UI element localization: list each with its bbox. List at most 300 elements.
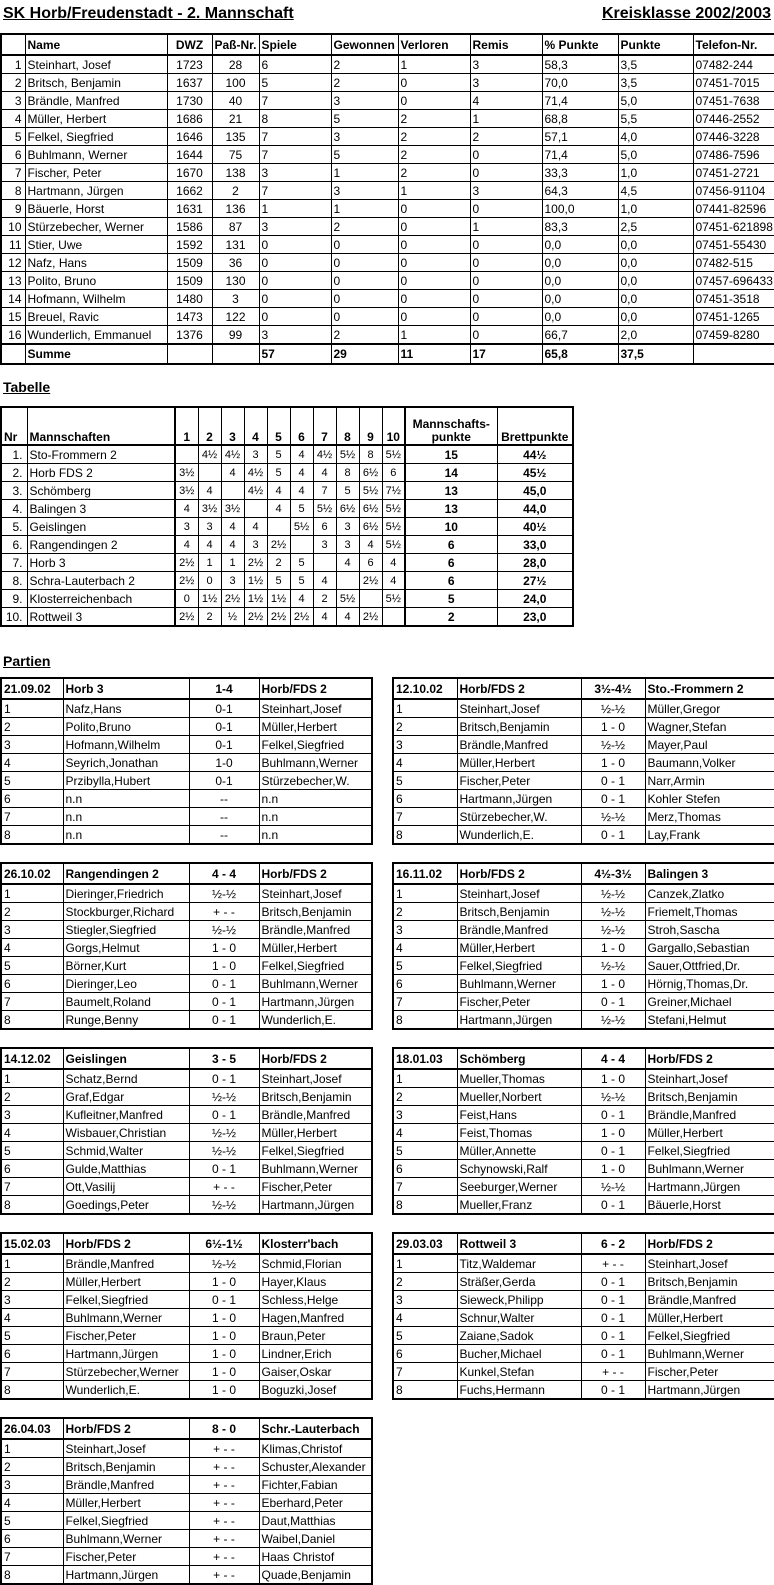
standings-team: Geislingen — [27, 518, 175, 536]
board-number: 1 — [1, 1439, 63, 1458]
player-cell: 5 — [331, 146, 398, 164]
standings-result: 4 — [267, 482, 290, 500]
player-cell: Hartmann, Jürgen — [25, 182, 167, 200]
standings-result: 4 — [221, 518, 244, 536]
standings-mannschaftspunkte: 5 — [405, 590, 497, 608]
away-player: Braun,Peter — [259, 1327, 372, 1345]
standings-row — [1, 518, 573, 536]
standings-round-header: 2 — [198, 407, 221, 445]
standings-result — [382, 608, 405, 627]
player-cell: 07486-7596 — [693, 146, 774, 164]
board-row — [1, 1439, 372, 1458]
standings-mannschaftspunkte: 13 — [405, 482, 497, 500]
player-cell: 7 — [1, 164, 25, 182]
board-number: 4 — [393, 939, 457, 957]
player-cell: 1 — [259, 200, 331, 218]
player-cell: 0 — [259, 272, 331, 290]
player-cell: 57,1 — [542, 128, 618, 146]
home-player: Schnur,Walter — [457, 1309, 581, 1327]
board-number: 6 — [1, 975, 63, 993]
board-row — [393, 736, 774, 754]
away-player: Waibel,Daniel — [259, 1530, 372, 1548]
standings-team: Sto-Frommern 2 — [27, 445, 175, 464]
player-cell: 0 — [259, 236, 331, 254]
board-row — [393, 1178, 774, 1196]
player-cell: 07451-3518 — [693, 290, 774, 308]
board-row — [1, 1088, 372, 1106]
standings-round-header: 8 — [336, 407, 359, 445]
players-summe-row — [1, 344, 774, 364]
away-player: Mayer,Paul — [645, 736, 774, 754]
players-col-header: % Punkte — [542, 34, 618, 55]
player-cell: Wunderlich, Emmanuel — [25, 326, 167, 345]
board-number: 1 — [393, 884, 457, 903]
home-player: Hartmann,Jürgen — [63, 1566, 189, 1585]
players-col-header: Telefon-Nr. — [693, 34, 774, 55]
player-cell: 0 — [398, 272, 470, 290]
home-player: Britsch,Benjamin — [63, 1458, 189, 1476]
away-player: Müller,Herbert — [259, 718, 372, 736]
home-player: Brändle,Manfred — [457, 921, 581, 939]
match-date: 26.04.03 — [1, 1418, 63, 1439]
board-result: 0 - 1 — [581, 1273, 645, 1291]
home-player: Mueller,Franz — [457, 1196, 581, 1215]
partien-row — [0, 1417, 774, 1585]
match-header-row — [393, 678, 774, 699]
standings-result: 4½ — [244, 482, 267, 500]
standings-team: Horb 3 — [27, 554, 175, 572]
away-player: Brändle,Manfred — [259, 1106, 372, 1124]
player-cell: 1480 — [167, 290, 212, 308]
away-player: Felkel,Siegfried — [259, 736, 372, 754]
match-table — [0, 677, 373, 845]
player-cell: 100,0 — [542, 200, 618, 218]
board-result: 1 - 0 — [189, 1363, 259, 1381]
standings-nr: 2. — [1, 464, 27, 482]
player-cell: 2 — [398, 110, 470, 128]
player-cell: Felkel, Siegfried — [25, 128, 167, 146]
standings-result: 5½ — [336, 590, 359, 608]
match-header-row — [1, 863, 372, 884]
standings-result: 3½ — [221, 500, 244, 518]
standings-mannschaftspunkte: 14 — [405, 464, 497, 482]
standings-result: 4 — [175, 500, 198, 518]
home-player: Kufleitner,Manfred — [63, 1106, 189, 1124]
board-number: 1 — [1, 1069, 63, 1088]
match-table — [392, 862, 774, 1030]
board-row — [1, 1178, 372, 1196]
standings-result: 3 — [175, 518, 198, 536]
standings-result: 5 — [336, 482, 359, 500]
board-row — [1, 1196, 372, 1215]
summe-cell: 65,8 — [542, 344, 618, 364]
home-player: Hofmann,Wilhelm — [63, 736, 189, 754]
match-score: 6½-1½ — [189, 1233, 259, 1254]
partien-row — [0, 1047, 774, 1215]
board-number: 1 — [393, 1254, 457, 1273]
player-cell: 2,0 — [618, 326, 693, 345]
home-player: Fischer,Peter — [63, 1548, 189, 1566]
board-result: 1 - 0 — [581, 718, 645, 736]
board-number: 3 — [393, 736, 457, 754]
player-cell: 0 — [470, 164, 542, 182]
player-cell: 1 — [398, 182, 470, 200]
board-result: ½-½ — [189, 1124, 259, 1142]
board-row — [1, 1566, 372, 1585]
board-number: 4 — [1, 1124, 63, 1142]
standings-result: 4 — [221, 464, 244, 482]
board-result: + - - — [189, 1530, 259, 1548]
home-player: Steinhart,Josef — [457, 884, 581, 903]
match-home-team: Horb/FDS 2 — [63, 1418, 189, 1439]
board-row — [1, 1327, 372, 1345]
away-player: Schmid,Florian — [259, 1254, 372, 1273]
match-table — [0, 862, 373, 1030]
standings-brettpunkte: 27½ — [497, 572, 573, 590]
board-result: 0 - 1 — [581, 1291, 645, 1309]
board-row — [393, 699, 774, 718]
player-cell: 1509 — [167, 272, 212, 290]
player-cell: 0 — [259, 308, 331, 326]
board-row — [393, 939, 774, 957]
board-number: 8 — [393, 1011, 457, 1030]
board-row — [1, 1345, 372, 1363]
player-cell: 1 — [398, 326, 470, 345]
board-number: 5 — [393, 772, 457, 790]
standings-result: 5½ — [382, 518, 405, 536]
match-away-team: Balingen 3 — [645, 863, 774, 884]
away-player: Fichter,Fabian — [259, 1476, 372, 1494]
board-row — [1, 1494, 372, 1512]
board-result: 0 - 1 — [581, 1345, 645, 1363]
player-cell: 100 — [212, 74, 259, 92]
board-row — [393, 772, 774, 790]
standings-result: 7 — [313, 482, 336, 500]
match-table — [0, 1047, 373, 1215]
home-player: Felkel,Siegfried — [63, 1512, 189, 1530]
standings-brettpunkte: 45,0 — [497, 482, 573, 500]
player-cell: 07451-621898 — [693, 218, 774, 236]
standings-result: 4 — [267, 500, 290, 518]
away-player: Hartmann,Jürgen — [645, 1381, 774, 1400]
player-row — [1, 164, 774, 182]
board-result: 0 - 1 — [581, 1381, 645, 1400]
standings-result: 5 — [290, 554, 313, 572]
player-row — [1, 128, 774, 146]
match-date: 29.03.03 — [393, 1233, 457, 1254]
board-row — [1, 1381, 372, 1400]
away-player: Narr,Armin — [645, 772, 774, 790]
board-result: + - - — [189, 1512, 259, 1530]
standings-nr: 10. — [1, 608, 27, 627]
standings-result: 4 — [382, 554, 405, 572]
player-cell: 3 — [212, 290, 259, 308]
standings-result — [336, 572, 359, 590]
board-row — [393, 884, 774, 903]
board-result: 0 - 1 — [581, 1142, 645, 1160]
match-away-team: Horb/FDS 2 — [645, 1233, 774, 1254]
match-header-row — [1, 1233, 372, 1254]
board-row — [393, 903, 774, 921]
board-result: 0-1 — [189, 772, 259, 790]
home-player: Müller,Annette — [457, 1142, 581, 1160]
player-cell: 2 — [470, 128, 542, 146]
board-result: 1 - 0 — [581, 1124, 645, 1142]
away-player: Buhlmann,Werner — [259, 754, 372, 772]
home-player: Stiegler,Siegfried — [63, 921, 189, 939]
player-cell: 0,0 — [618, 290, 693, 308]
board-result: ½-½ — [189, 1088, 259, 1106]
player-row — [1, 272, 774, 290]
board-result: 0 - 1 — [581, 1309, 645, 1327]
tabelle-heading: Tabelle — [3, 379, 51, 395]
standings-result: 3 — [313, 536, 336, 554]
player-cell: 28 — [212, 55, 259, 74]
player-cell: 07451-7015 — [693, 74, 774, 92]
away-player: Canzek,Zlatko — [645, 884, 774, 903]
standings-result: 5½ — [313, 500, 336, 518]
player-row — [1, 182, 774, 200]
standings-result: 4 — [290, 445, 313, 464]
standings-result: 3 — [221, 572, 244, 590]
home-player: Müller,Herbert — [63, 1273, 189, 1291]
player-cell: 2 — [331, 74, 398, 92]
away-player: Felkel,Siegfried — [259, 1142, 372, 1160]
player-cell: 1644 — [167, 146, 212, 164]
board-row — [393, 1327, 774, 1345]
summe-cell: 11 — [398, 344, 470, 364]
board-number: 2 — [393, 718, 457, 736]
standings-round-header: 7 — [313, 407, 336, 445]
standings-result: 4 — [290, 464, 313, 482]
board-row — [1, 772, 372, 790]
standings-team: Schra-Lauterbach 2 — [27, 572, 175, 590]
standings-result: 0 — [198, 572, 221, 590]
board-row — [1, 1124, 372, 1142]
player-cell: 2,5 — [618, 218, 693, 236]
standings-round-header: 1 — [175, 407, 198, 445]
board-result: 1 - 0 — [189, 1381, 259, 1400]
board-number: 7 — [393, 1178, 457, 1196]
away-player: Wagner,Stefan — [645, 718, 774, 736]
player-cell: 07446-2552 — [693, 110, 774, 128]
away-player: Müller,Gregor — [645, 699, 774, 718]
standings-result: 5 — [267, 572, 290, 590]
away-player: Fischer,Peter — [259, 1178, 372, 1196]
board-row — [1, 975, 372, 993]
summe-cell — [167, 344, 212, 364]
board-number: 1 — [393, 699, 457, 718]
standings-table-body — [1, 445, 573, 626]
away-player: n.n — [259, 790, 372, 808]
standings-result: 5½ — [382, 445, 405, 464]
away-player: Steinhart,Josef — [259, 1069, 372, 1088]
player-row — [1, 326, 774, 345]
standings-result: 6 — [382, 464, 405, 482]
standings-nr: 9. — [1, 590, 27, 608]
home-player: Brändle,Manfred — [63, 1254, 189, 1273]
standings-mannschaftspunkte: 6 — [405, 536, 497, 554]
partien-row — [0, 862, 774, 1030]
away-player: Müller,Herbert — [645, 1309, 774, 1327]
board-result: 0-1 — [189, 699, 259, 718]
player-cell: 4 — [470, 92, 542, 110]
board-number: 4 — [393, 754, 457, 772]
match-table — [392, 1047, 774, 1215]
board-row — [393, 1160, 774, 1178]
away-player: Stefani,Helmut — [645, 1011, 774, 1030]
player-row — [1, 218, 774, 236]
page-title: SK Horb/Freudenstadt - 2. Mannschaft — [3, 5, 294, 22]
board-number: 5 — [393, 1327, 457, 1345]
match-home-team: Horb/FDS 2 — [63, 1233, 189, 1254]
summe-cell: Summe — [25, 344, 167, 364]
home-player: Hartmann,Jürgen — [63, 1345, 189, 1363]
players-table — [0, 33, 774, 365]
standings-row — [1, 464, 573, 482]
player-cell: 99 — [212, 326, 259, 345]
player-cell: 0 — [331, 236, 398, 254]
standings-result: 4 — [290, 590, 313, 608]
away-player: Müller,Herbert — [645, 1124, 774, 1142]
player-cell: Polito, Bruno — [25, 272, 167, 290]
board-number: 3 — [1, 1106, 63, 1124]
player-cell: 131 — [212, 236, 259, 254]
player-cell: 8 — [259, 110, 331, 128]
board-result: 0 - 1 — [189, 1011, 259, 1030]
standings-result — [290, 536, 313, 554]
player-cell: 0,0 — [618, 236, 693, 254]
home-player: Schynowski,Ralf — [457, 1160, 581, 1178]
player-row — [1, 92, 774, 110]
board-result: + - - — [189, 1476, 259, 1494]
board-result: ½-½ — [189, 1142, 259, 1160]
player-cell: 1730 — [167, 92, 212, 110]
player-cell: Breuel, Ravic — [25, 308, 167, 326]
match-table — [392, 677, 774, 845]
home-player: Müller,Herbert — [457, 939, 581, 957]
match-score: 4½-3½ — [581, 863, 645, 884]
away-player: Boguzki,Josef — [259, 1381, 372, 1400]
board-result: ½-½ — [189, 1196, 259, 1215]
player-cell: 5 — [1, 128, 25, 146]
player-cell: 2 — [212, 182, 259, 200]
board-number: 3 — [393, 1106, 457, 1124]
board-row — [393, 790, 774, 808]
match-away-team: Horb/FDS 2 — [259, 1048, 372, 1069]
board-result: + - - — [189, 1494, 259, 1512]
player-cell: 07456-91104 — [693, 182, 774, 200]
standings-result: 4 — [336, 608, 359, 627]
board-row — [1, 808, 372, 826]
board-row — [393, 1142, 774, 1160]
board-row — [1, 790, 372, 808]
player-cell: 2 — [331, 218, 398, 236]
player-cell: Fischer, Peter — [25, 164, 167, 182]
board-result: ½-½ — [581, 921, 645, 939]
player-cell: 4,5 — [618, 182, 693, 200]
board-row — [1, 736, 372, 754]
board-result: ½-½ — [581, 1178, 645, 1196]
away-player: Hagen,Manfred — [259, 1309, 372, 1327]
match-score: 6 - 2 — [581, 1233, 645, 1254]
board-row — [393, 1196, 774, 1215]
away-player: Buhlmann,Werner — [645, 1345, 774, 1363]
standings-table — [0, 406, 574, 627]
player-cell: 6 — [1, 146, 25, 164]
player-cell: 0 — [398, 200, 470, 218]
standings-result — [175, 445, 198, 464]
player-cell: 21 — [212, 110, 259, 128]
board-number: 8 — [1, 1381, 63, 1400]
standings-mannschaftspunkte: 6 — [405, 554, 497, 572]
standings-result: 2½ — [290, 608, 313, 627]
board-row — [393, 957, 774, 975]
board-number: 4 — [393, 1309, 457, 1327]
player-cell: 58,3 — [542, 55, 618, 74]
player-cell: 0 — [398, 218, 470, 236]
standings-nr: 8. — [1, 572, 27, 590]
home-player: Stürzebecher,W. — [457, 808, 581, 826]
board-row — [1, 1363, 372, 1381]
board-number: 5 — [1, 1142, 63, 1160]
standings-row — [1, 500, 573, 518]
board-result: -- — [189, 808, 259, 826]
board-row — [393, 1291, 774, 1309]
match-home-team: Rottweil 3 — [457, 1233, 581, 1254]
board-result: 1 - 0 — [189, 957, 259, 975]
home-player: Nafz,Hans — [63, 699, 189, 718]
away-player: Buhlmann,Werner — [259, 1160, 372, 1178]
home-player: Feist,Hans — [457, 1106, 581, 1124]
standings-result: 2 — [313, 590, 336, 608]
player-cell: 11 — [1, 236, 25, 254]
player-cell: 13 — [1, 272, 25, 290]
home-player: Schmid,Walter — [63, 1142, 189, 1160]
home-player: Wisbauer,Christian — [63, 1124, 189, 1142]
standings-result: 3 — [336, 536, 359, 554]
away-player: Hartmann,Jürgen — [259, 1196, 372, 1215]
away-player: Eberhard,Peter — [259, 1494, 372, 1512]
player-cell: 0,0 — [618, 254, 693, 272]
player-cell: 8 — [1, 182, 25, 200]
standings-brettpunkte: 44,0 — [497, 500, 573, 518]
home-player: Schatz,Bernd — [63, 1069, 189, 1088]
away-player: Brändle,Manfred — [259, 921, 372, 939]
home-player: Wunderlich,E. — [63, 1381, 189, 1400]
player-cell: 07451-55430 — [693, 236, 774, 254]
player-cell: 1686 — [167, 110, 212, 128]
standings-result — [198, 464, 221, 482]
board-number: 7 — [393, 993, 457, 1011]
player-cell: Britsch, Benjamin — [25, 74, 167, 92]
standings-result: 3 — [244, 536, 267, 554]
match-score: 8 - 0 — [189, 1418, 259, 1439]
player-cell: 136 — [212, 200, 259, 218]
standings-result: 2½ — [221, 590, 244, 608]
players-col-header: Gewonnen — [331, 34, 398, 55]
board-number: 8 — [1, 826, 63, 845]
board-number: 2 — [1, 718, 63, 736]
home-player: n.n — [63, 808, 189, 826]
standings-result: 4 — [313, 464, 336, 482]
standings-result: 4½ — [221, 445, 244, 464]
board-row — [1, 1069, 372, 1088]
player-cell: 1 — [331, 200, 398, 218]
standings-team: Rottweil 3 — [27, 608, 175, 627]
board-row — [1, 1530, 372, 1548]
board-number: 7 — [393, 808, 457, 826]
